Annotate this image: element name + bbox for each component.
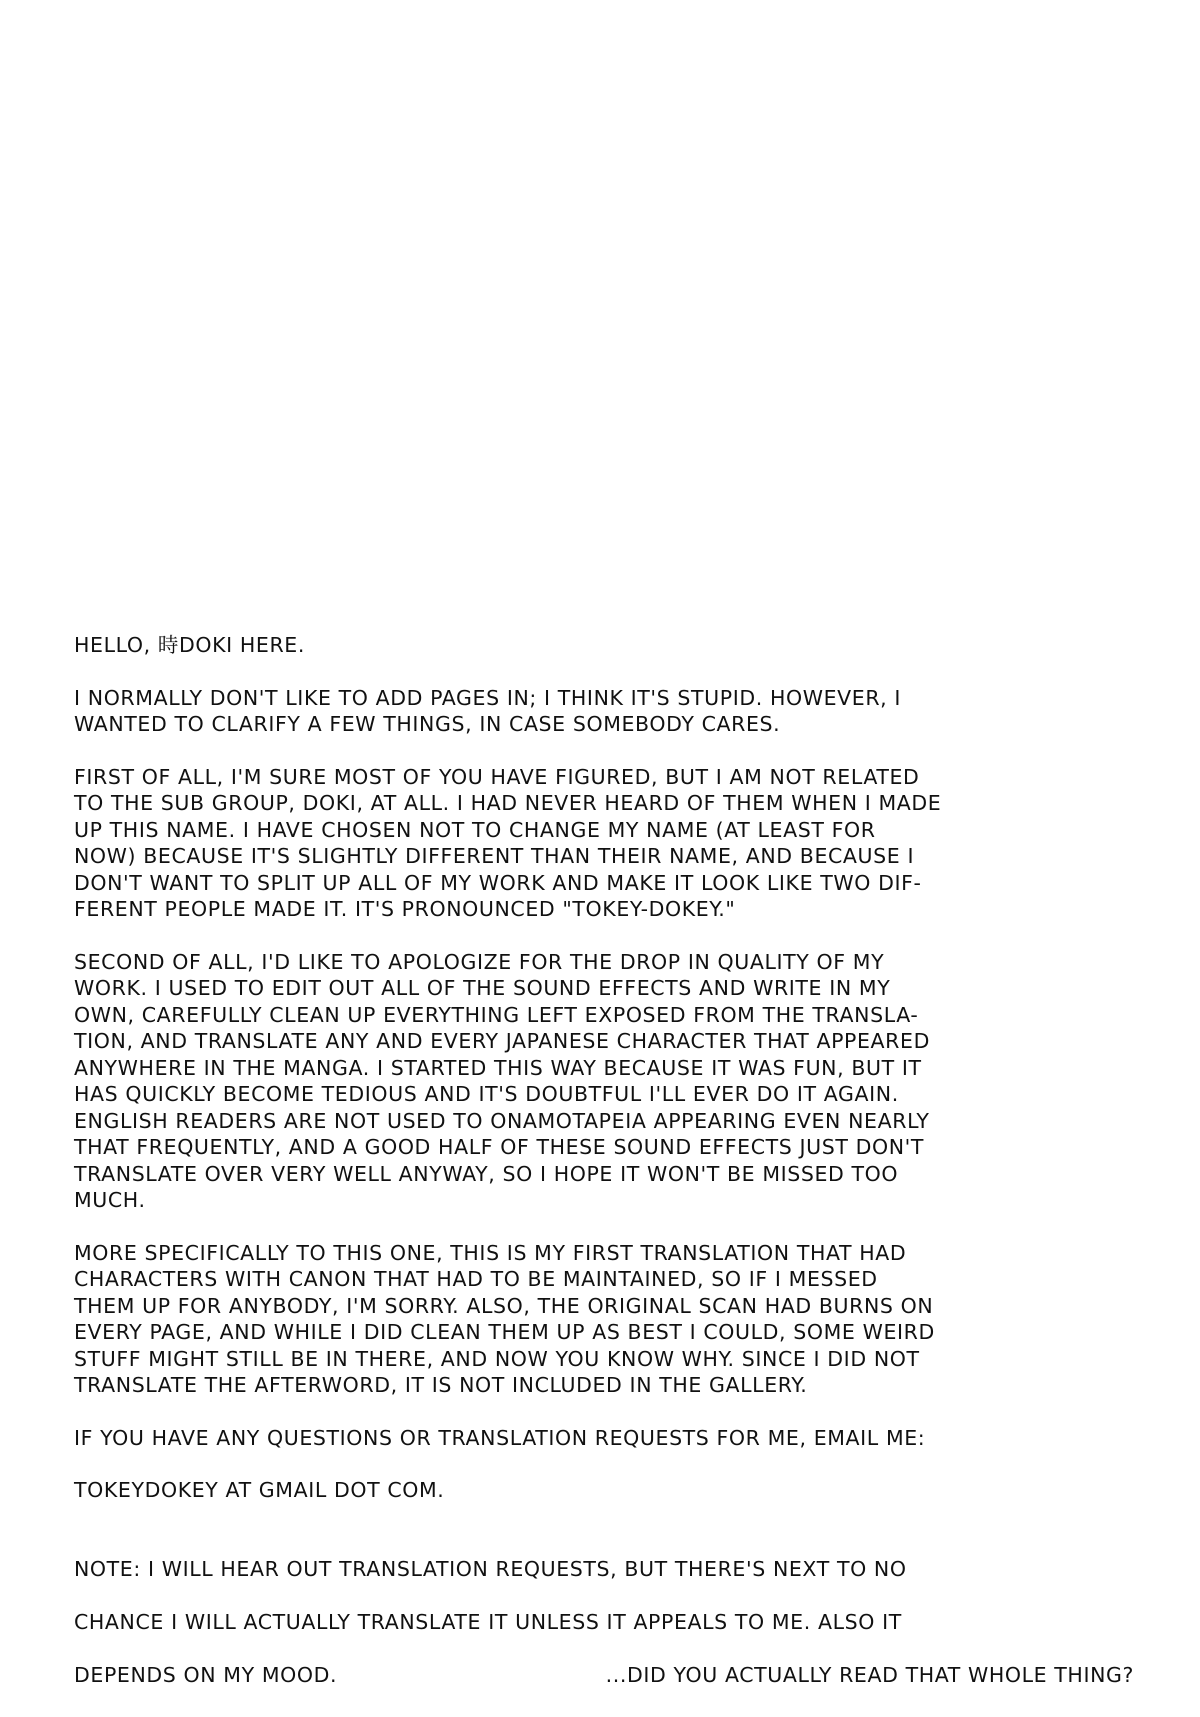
paragraph-name: FIRST OF ALL, I'M SURE MOST OF YOU HAVE FIGURED, BUT I AM NOT RELATED TO THE SUB GROUP, DOKI, AT ALL. I HAD NEVER HEARD OF THEM WHEN I MADE UP THIS NAME. I HAVE CHOSEN NOT TO CHANGE MY NAME (AT LEAST FOR NOW) BECAUSE IT'S SLIGHTLY DIFFERENT THAN THEIR NAME, AND BECAUSE I DON'T WANT TO SPLIT UP ALL OF MY WORK AND MAKE IT LOOK LIKE TWO DIF- FERENT PEOPLE MADE IT. IT'S PRONOUNCED "TOKEY-DOKEY." [74,764,942,921]
paragraph-contact: IF YOU HAVE ANY QUESTIONS OR TRANSLATION REQUESTS FOR ME, EMAIL ME: [74,1425,926,1450]
translator-note [74,632,1134,1715]
paragraph-note [74,1530,1134,1716]
greeting: HELLO, 時DOKI HERE. [74,633,305,657]
note-closing-question: ...DID YOU ACTUALLY READ THAT WHOLE THING? [605,1663,1134,1687]
paragraph-specifics: MORE SPECIFICALLY TO THIS ONE, THIS IS MY FIRST TRANSLATION THAT HAD CHARACTERS WITH CANON THAT HAD TO BE MAINTAINED, SO IF I MESSED THEM UP FOR ANYBODY, I'M SORRY. ALSO, THE ORIGINAL SCAN HAD BURNS ON EVERY PAGE, AND WHILE I DID CLEAN THEM UP AS BEST I COULD, SOME WEIRD STUFF MIGHT STILL BE IN THERE, AND NOW YOU KNOW WHY. SINCE I DID NOT TRANSLATE THE AFTERWORD, IT IS NOT INCLUDED IN THE GALLERY. [74,1240,935,1397]
note-line-2: CHANCE I WILL ACTUALLY TRANSLATE IT UNLESS IT APPEALS TO ME. ALSO IT [74,1610,902,1634]
paragraph-intro: I NORMALLY DON'T LIKE TO ADD PAGES IN; I THINK IT'S STUPID. HOWEVER, I WANTED TO CLARIFY A FEW THINGS, IN CASE SOMEBODY CARES. [74,685,902,736]
paragraph-email: TOKEYDOKEY AT GMAIL DOT COM. [74,1478,445,1502]
note-line-1: NOTE: I WILL HEAR OUT TRANSLATION REQUESTS, BUT THERE'S NEXT TO NO [74,1557,907,1581]
paragraph-quality: SECOND OF ALL, I'D LIKE TO APOLOGIZE FOR THE DROP IN QUALITY OF MY WORK. I USED TO EDIT OUT ALL OF THE SOUND EFFECTS AND WRITE IN MY OWN, CAREFULLY CLEAN UP EVERYTHING LEFT EXPOSED FROM THE TRANSLA- TION, AND TRANSLATE ANY AND EVERY JAPANESE CHARACTER THAT APPEARED ANYWHERE IN THE MANGA. I STARTED THIS WAY BECAUSE IT WAS FUN, BUT IT HAS QUICKLY BECOME TEDIOUS AND IT'S DOUBTFUL I'LL EVER DO IT AGAIN. ENGLISH READERS ARE NOT USED TO ONAMOTAPEIA APPEARING EVEN NEARLY THAT FREQUENTLY, AND A GOOD HALF OF THESE SOUND EFFECTS JUST DON'T TRANSLATE OVER VERY WELL ANYWAY, SO I HOPE IT WON'T BE MISSED TOO MUCH. [74,949,930,1212]
note-line-3 [74,1662,1134,1689]
note-mood: DEPENDS ON MY MOOD. [74,1663,338,1687]
